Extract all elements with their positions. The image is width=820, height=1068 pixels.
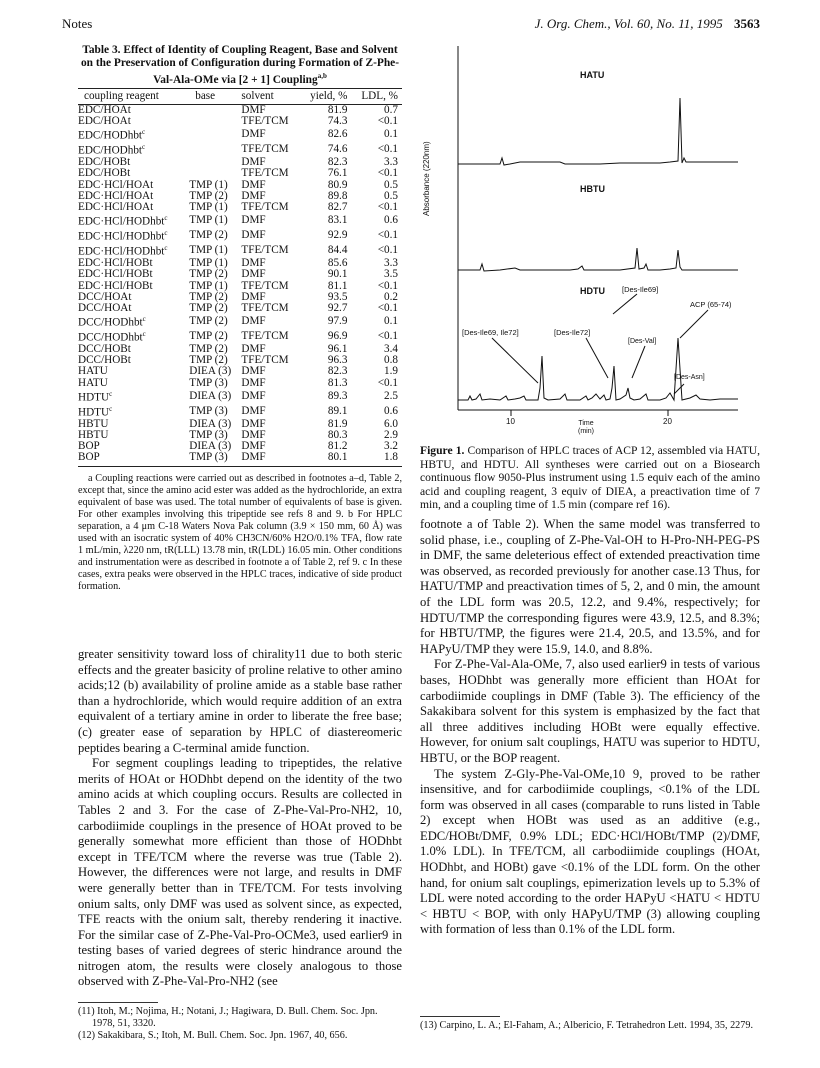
cell-text: TFE/TCM [241,201,289,214]
cell-text: <0.1 [377,143,398,156]
cell-text: DMF [241,189,266,202]
cell-text: TMP (2) [189,301,228,314]
table-cell [189,142,241,157]
cell-text: HDTU [78,391,110,404]
cell-text: 2.5 [384,389,398,402]
reference-12: (12) Sakakibara, S.; Itoh, M. Bull. Chem. Soc. Jpn. 1967, 40, 656. [78,1030,348,1041]
cell-text: 89.1 [327,404,348,417]
hplc-chromatogram [420,38,760,433]
cell-text: DIEA (3) [189,389,232,402]
cell-text: 81.1 [327,279,348,292]
trace-label-hdtu: HDTU [580,286,605,296]
table-cell [189,404,241,419]
running-head-right [535,16,760,32]
table-cell [78,314,189,329]
cell-text: <0.1 [377,167,398,180]
paragraph: The system Z-Gly-Phe-Val-OMe,10 9, proved to be rather insensitive, and for carbodiimide couplings, <0.1% of the LDL form was observed in all cases (comparable to runs listed in Table 2) except when HOBt was used as an additive (e.g., EDC/HOBt/DMF, 0.9% LDL; EDC·HCl/HOBt/TMP (2)/DMF, 1.0% LDL). In TFE/TCM, all carbodiimide couplings (HOAt, HODhbt, and HOBt) gave <0.1% of the LDL form. On the other hand, for onium salt couplings, epimerization levels up to 5.3% of LDL were noted according to the order HAPyU <HATU < HDTU < HBTU < BOP, with only HAPyU/TMP (3) allowing coupling with formation of less than 0.1% of the LDL form. [420,766,760,937]
cell-text: TMP (1) [189,201,228,214]
cell-text: EDC/HOBt [78,156,131,169]
footnote-marker: c [164,214,168,223]
footnote-rule [78,1002,158,1003]
table-cell [351,116,402,127]
cell-text: 80.3 [327,428,348,441]
table-row [78,441,402,452]
table-row [78,243,402,258]
cell-text: TMP (2) [189,329,228,342]
table-cell [78,378,189,389]
x-axis-label-line1: Time [578,420,594,427]
table-cell [241,127,300,142]
table-cell [300,378,351,389]
table-cell [300,452,351,463]
cell-text: 0.2 [384,290,398,303]
cell-text: TMP (2) [189,343,228,355]
x-axis-label [578,420,594,436]
table-cell [78,243,189,258]
paragraph: footnote a of Table 2). When the same model was transferred to solid phase, i.e., coupling of Z-Phe-Val-OH to H-Pro-NH-PEG-PS in DMF, the same deleterious effect of extended preactivation time was observed, as recorded previously for another case.13 Thus, for HATU/TMP and preactivation times of 5, 2, and 0 min, the amount of the LDL form was 20.5, 12.2, and 9.4%, respectively; for HDTU/TMP the corresponding figures were 43.9, 12.5, and 8.3%; for HBTU/TMP, the figures were 21.4, 20.5, and 13.5%, and for HAPyU/TMP they were 15.9, 14.0, and 8.8%. [420,517,760,656]
footnote-marker: c [142,128,146,137]
cell-text: DMF [241,343,266,355]
cell-text: <0.1 [377,115,398,128]
cell-text: HBTU [78,417,109,430]
cell-text: TMP (3) [189,376,228,389]
table-row [78,303,402,314]
peak-label-acp: ACP (65-74) [690,300,732,309]
table-cell [351,213,402,228]
peak-label-des-val: [Des-Val] [628,338,657,345]
cell-text: HATU [78,365,108,378]
cell-text: 0.1 [384,128,398,141]
cell-text: DMF [241,314,266,327]
peak-label-des-ile69-ile72: [Des-Ile69, Ile72] [462,328,519,337]
cell-text: TMP (2) [189,189,228,202]
cell-text: DCC/HOAt [78,290,132,303]
table-cell [189,116,241,127]
cell-text: DMF [241,389,266,402]
cell-text: <0.1 [377,301,398,314]
cell-text: 82.3 [327,365,348,378]
cell-text: HDTU [78,406,110,419]
cell-text: 74.6 [327,143,348,156]
footnote-marker: c [142,315,146,324]
cell-text: 93.5 [327,290,348,303]
cell-text: EDC·HCl/HODhbt [78,245,165,258]
table-cell [241,378,300,389]
table-cell [78,127,189,142]
reference-13: (13) Carpino, L. A.; El-Faham, A.; Albericio, F. Tetrahedron Lett. 1994, 35, 2279. [420,1020,753,1031]
right-column-text [420,517,760,938]
right-references [420,1020,760,1032]
table-row [78,366,402,377]
cell-text: 80.9 [327,178,348,191]
footnote-marker: c [164,229,168,238]
cell-text: TMP (2) [189,290,228,303]
cell-text: TMP (1) [189,178,228,191]
table-cell [78,404,189,419]
table-cell [300,142,351,157]
cell-text: 3.4 [384,343,398,355]
table-cell [241,329,300,344]
table-cell [351,142,402,157]
cell-text: DMF [241,365,266,378]
left-references [78,1006,402,1042]
cell-text: TMP (3) [189,428,228,441]
table-cell [241,452,300,463]
table-cell [300,314,351,329]
footnote-marker: c [109,389,113,398]
journal-citation: J. Org. Chem., Vol. 60, No. 11, 1995 [534,16,723,31]
table-row [78,329,402,344]
cell-text: EDC·HCl/HODhbt [78,216,165,229]
table-row [78,228,402,243]
cell-text: 81.3 [327,376,348,389]
table-title [78,44,402,87]
cell-text: <0.1 [377,376,398,389]
table-cell [78,213,189,228]
cell-text: DCC/HOBt [78,343,131,355]
cell-text: 0.8 [384,354,398,367]
table-cell [300,329,351,344]
footnote-marker: c [164,244,168,253]
reference-11: (11) Itoh, M.; Nojima, H.; Notani, J.; Hagiwara, D. Bull. Chem. Soc. Jpn. 1978, 51, 3320. [78,1006,378,1029]
cell-text: 92.9 [327,229,348,242]
table-cell [78,452,189,463]
cell-text: EDC/HODhbt [78,145,143,158]
cell-text: DMF [241,257,266,270]
table-cell [351,378,402,389]
cell-text: 82.7 [327,201,348,214]
table-cell [241,228,300,243]
cell-text: 76.1 [327,167,348,180]
figure-1 [420,38,760,433]
peak-label-des-asn: [Des-Asn] [674,374,705,381]
cell-text: DCC/HODhbt [78,331,143,344]
table-cell [351,404,402,419]
x-tick-10: 10 [506,417,515,426]
table-cell [189,314,241,329]
table-body [78,105,402,464]
table-row [78,213,402,228]
cell-text: EDC·HCl/HOBt [78,257,153,270]
cell-text: TFE/TCM [241,301,289,314]
cell-text: 80.1 [327,451,348,464]
cell-text: TMP (2) [189,354,228,367]
table-title-sup: a,b [317,72,327,80]
table-cell [351,243,402,258]
figure-caption [420,444,760,512]
cell-text: EDC·HCl/HODhbt [78,230,165,243]
cell-text: 3.3 [384,257,398,270]
page-number: 3563 [734,16,760,31]
table-cell [351,314,402,329]
cell-text: 3.3 [384,156,398,169]
cell-text: DMF [241,451,266,464]
table-cell [189,105,241,117]
column-header: base [189,88,241,104]
cell-text: 96.1 [327,343,348,355]
table-header-row [78,88,402,104]
cell-text: BOP [78,451,100,464]
cell-text: 96.3 [327,354,348,367]
footnote-marker: c [142,143,146,152]
running-head-left: Notes [62,16,93,31]
trace-label-hbtu: HBTU [580,184,605,194]
table-cell [351,303,402,314]
cell-text: 89.3 [327,389,348,402]
table-cell [78,202,189,213]
cell-text: DIEA (3) [189,440,232,453]
table-cell [241,243,300,258]
cell-text: DMF [241,229,266,242]
table-cell [241,314,300,329]
cell-text: DMF [241,440,266,453]
cell-text: DMF [241,428,266,441]
table-cell [189,127,241,142]
cell-text: 1.8 [384,451,398,464]
cell-text: HATU [78,376,108,389]
cell-text: 0.5 [384,189,398,202]
cell-text: <0.1 [377,229,398,242]
y-axis-label: Absorbance (220nm) [422,141,431,216]
cell-text: DMF [241,268,266,281]
table-row [78,355,402,366]
cell-text: BOP [78,440,100,453]
table-row [78,127,402,142]
cell-text: 1.9 [384,365,398,378]
cell-text: EDC/HOAt [78,104,131,116]
cell-text: 74.3 [327,115,348,128]
cell-text: 0.5 [384,178,398,191]
table-3-block [78,44,402,593]
table-row [78,419,402,430]
cell-text: TFE/TCM [241,329,289,342]
cell-text: TFE/TCM [241,115,289,128]
table-cell [189,202,241,213]
cell-text: TFE/TCM [241,244,289,257]
cell-text: 82.3 [327,156,348,169]
cell-text: TMP (2) [189,229,228,242]
column-header: LDL, % [351,88,402,104]
table-cell [351,202,402,213]
table-row [78,404,402,419]
cell-text: <0.1 [377,244,398,257]
footnote-marker: c [109,404,113,413]
table-cell [189,213,241,228]
paragraph: For Z-Phe-Val-Ala-OMe, 7, also used earlier9 in tests of various bases, HODhbt was generally more efficient than HOAt for carbodiimide couplings in DMF (Table 3). The efficiency of the Sakakibara solvent for this system is emphasized by the fact that all three additives including HOBt were equally effective. However, for onium salt couplings, HATU was superior to HDTU, HBTU, or the BOP reagent. [420,657,760,765]
cell-text: DMF [241,376,266,389]
table-row [78,452,402,463]
table-cell [189,228,241,243]
cell-text: HBTU [78,428,109,441]
table-cell [241,202,300,213]
table-cell [351,452,402,463]
footnote-rule [420,1016,500,1017]
cell-text: 0.7 [384,104,398,116]
cell-text: EDC·HCl/HOBt [78,268,153,281]
cell-text: TMP (3) [189,404,228,417]
table-cell [78,303,189,314]
cell-text: 2.9 [384,428,398,441]
table-title-text: Table 3. Effect of Identity of Coupling Reagent, Base and Solvent on the Preservation of Configuration during Formation of Z-Phe-Val-Ala-OMe via [2 + 1] Coupling [80,44,400,86]
cell-text: 96.9 [327,329,348,342]
footnote-a: a Coupling reactions were carried out as described in footnotes a–d, Table 2, except that, since the amino acid ester was added as the hydrochloride, an extra equivalent of base was used. The total number of equivalents of base is given. For other examples involving this tripeptide see refs 8 and 9. [78,472,402,520]
cell-text: 3.2 [384,440,398,453]
cell-text: 84.4 [327,244,348,257]
cell-text: TFE/TCM [241,279,289,292]
cell-text: EDC/HOBt [78,167,131,180]
table-row [78,378,402,389]
table-cell [241,303,300,314]
cell-text: DIEA (3) [189,365,232,378]
figure-caption-lead: Figure 1. [420,444,465,457]
table-cell [189,303,241,314]
cell-text: DIEA (3) [189,417,232,430]
table-row [78,314,402,329]
cell-text: DMF [241,214,266,227]
footnote-marker: c [142,330,146,339]
table-cell [241,116,300,127]
cell-text: 0.6 [384,214,398,227]
footnote-c: c In these cases, extra peaks were observed in the HPLC traces, indicative of side product formation. [78,557,402,593]
column-header: solvent [241,88,300,104]
cell-text: TMP (1) [189,279,228,292]
cell-text: EDC·HCl/HOAt [78,189,154,202]
cell-text: TFE/TCM [241,167,289,180]
table-cell [241,404,300,419]
cell-text: TMP (2) [189,268,228,281]
table-cell [300,202,351,213]
table-cell [351,329,402,344]
table-cell [300,116,351,127]
table-cell [300,243,351,258]
cell-text: DMF [241,417,266,430]
footnote-b: b For HPLC separation, a 4 μm C-18 Waters Nova Pak column (3.9 × 150 mm, 60 Å) was used with an isocratic system of 40% CH3CN/60% H2O/0.1% TFA, flow rate 1 mL/min, λ220 nm, tR(LLL) 13.78 min, tR(LDL) 16.05 min. Other conditions and instrumentation were as described in footnote a of Table 2, ref 9. [78,508,402,569]
table-cell [351,389,402,404]
cell-text: <0.1 [377,201,398,214]
table-cell [300,404,351,419]
cell-text: TFE/TCM [241,143,289,156]
cell-text: EDC·HCl/HOAt [78,178,154,191]
cell-text: EDC·HCl/HOBt [78,279,153,292]
table-row [78,202,402,213]
left-column-text [78,647,402,990]
cell-text: 89.8 [327,189,348,202]
table-cell [300,389,351,404]
table-cell [189,389,241,404]
table-cell [241,142,300,157]
trace-label-hatu: HATU [580,70,605,80]
table-cell [78,228,189,243]
cell-text: TMP (1) [189,257,228,270]
cell-text: DMF [241,128,266,141]
cell-text: 3.5 [384,268,398,281]
paragraph: For segment couplings leading to tripeptides, the relative merits of HOAt or HODhbt depend on the identity of the two amino acids at which coupling occurs. Results are collected in Tables 2 and 3. For the case of Z-Phe-Val-Pro-NH2, 10, carbodiimide couplings in the presence of HOAt proved to be generally somewhat more efficient than those of HODhbt except in TFE/TCM where the reverse was true (Table 2). However, the differences were not large, and results in DMF were generally better than in TFE/TCM. For tests involving onium salts, only DMF was used as solvent since, as expected, TFE reacts with the onium salt, thereby rendering it inactive. For the similar case of Z-Phe-Val-Pro-OCMe3, used earlier9 in testing bases of varied degrees of steric hindrance around the nitrogen atom, the results were closely analogous to those observed with Z-Phe-Val-Pro-NH2 (see [78,756,402,989]
cell-text: 90.1 [327,268,348,281]
table-cell [189,243,241,258]
cell-text: 0.6 [384,404,398,417]
table-cell [78,142,189,157]
table-cell [300,127,351,142]
cell-text: TFE/TCM [241,354,289,367]
cell-text: TMP (1) [189,214,228,227]
table-cell [189,157,241,168]
table-row [78,389,402,404]
cell-text: 85.6 [327,257,348,270]
peak-label-des-ile72: [Des-Ile72] [554,328,591,337]
cell-text: EDC·HCl/HOAt [78,201,154,214]
cell-text: DCC/HOBt [78,354,131,367]
table-row [78,116,402,127]
table-cell [300,213,351,228]
cell-text: DMF [241,178,266,191]
coupling-table [78,88,402,464]
table-row [78,430,402,441]
cell-text: <0.1 [377,329,398,342]
table-cell [241,213,300,228]
cell-text: EDC/HOAt [78,115,131,128]
x-tick-20: 20 [663,417,672,426]
cell-text: 81.2 [327,440,348,453]
cell-text: TMP (3) [189,451,228,464]
peak-label-des-ile69: [Des-Ile69] [622,285,659,294]
table-footnotes [78,473,402,594]
cell-text: <0.1 [377,279,398,292]
cell-text: 82.6 [327,128,348,141]
table-cell [78,389,189,404]
table-cell [300,228,351,243]
table-cell [78,116,189,127]
table-cell [78,329,189,344]
paragraph: greater sensitivity toward loss of chirality11 due to both steric effects and the greater basicity of proline relative to other amino acids;12 (b) availability of proline amide as a stable base rather than a hydrochloride, which would require addition of an extra equivalent of a tertiary amine in order to liberate the free base; (c) greater ease of separation by HPLC of diastereomeric peptides bearing a C-terminal amide function. [78,647,402,755]
cell-text: 81.9 [327,104,348,116]
cell-text: DCC/HOAt [78,301,132,314]
figure-caption-text: Comparison of HPLC traces of ACP 12, assembled via HATU, HBTU, and HDTU. All syntheses were carried out on a Biosearch continuous flow 9050-Plus instrument using 1.5 equiv each of the amino acid and coupling reagent, 3 equiv of DIEA, a preactivation time of 7 min, and a coupling time of 1.5 min (compare ref 16). [420,444,760,512]
x-axis-label-line2: (min) [578,428,594,435]
cell-text: TMP (2) [189,314,228,327]
table-row [78,142,402,157]
table-cell [351,228,402,243]
cell-text: 6.0 [384,417,398,430]
cell-text: DMF [241,290,266,303]
table-cell [351,127,402,142]
cell-text: DMF [241,104,266,116]
table-cell [189,329,241,344]
cell-text: 92.7 [327,301,348,314]
cell-text: DCC/HODhbt [78,316,143,329]
table-cell [241,389,300,404]
table-cell [189,452,241,463]
table-cell [189,378,241,389]
cell-text: 97.9 [327,314,348,327]
cell-text: EDC/HODhbt [78,130,143,143]
cell-text: DMF [241,404,266,417]
cell-text: 83.1 [327,214,348,227]
column-header: yield, % [300,88,351,104]
cell-text: DMF [241,156,266,169]
cell-text: 0.1 [384,314,398,327]
table-cell [300,303,351,314]
column-header: coupling reagent [78,88,189,104]
cell-text: 81.9 [327,417,348,430]
cell-text: TMP (1) [189,244,228,257]
